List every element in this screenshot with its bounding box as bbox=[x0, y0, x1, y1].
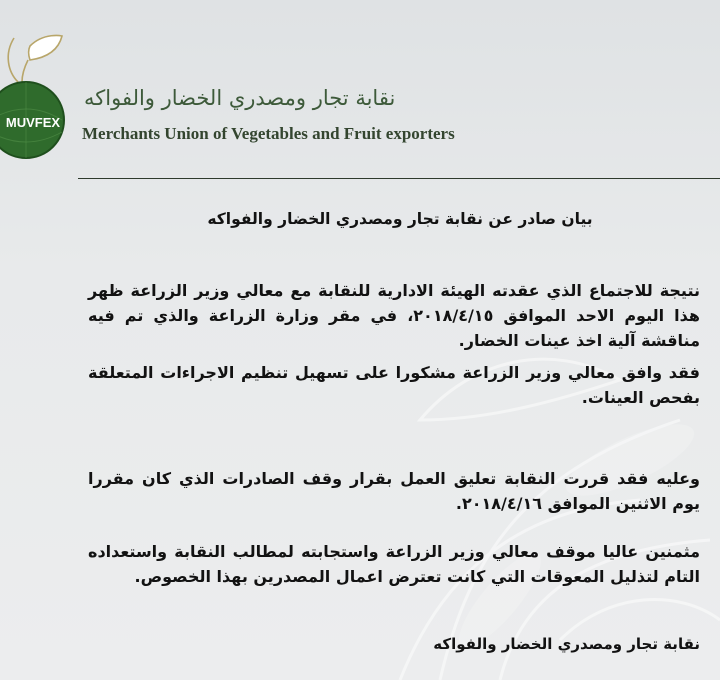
org-name-english: Merchants Union of Vegetables and Fruit exporters bbox=[82, 124, 455, 143]
document-title: بيان صادر عن نقابة تجار ومصدري الخضار والفواكه bbox=[207, 210, 593, 228]
logo-text: MUVFEX bbox=[5, 115, 61, 130]
paragraph-appreciation: مثمنين عاليا موقف معالي وزير الزراعة واستجابته لمطالب النقابة واستعداده التام لتذليل المعوقات التي كانت تعترض اعمال المصدرين بهذا الخصوص. bbox=[88, 542, 700, 586]
paragraph-decision: وعليه فقد قررت النقابة تعليق العمل بقرار وقف الصادرات الذي كان مقررا يوم الاثنين الموافق ٢٠١٨/٤/١٦. bbox=[88, 469, 700, 513]
union-logo-icon bbox=[0, 28, 80, 168]
paragraph-approval: فقد وافق معالي وزير الزراعة مشكورا على تسهيل تنظيم الاجراءات المتعلقة بفحص العينات. bbox=[88, 363, 700, 407]
signature: نقابة تجار ومصدري الخضار والفواكه bbox=[433, 635, 700, 653]
org-name-arabic: نقابة تجار ومصدري الخضار والفواكه bbox=[84, 86, 396, 110]
header-divider bbox=[78, 178, 720, 179]
paragraph-meeting: نتيجة للاجتماع الذي عقدته الهيئة الادارية للنقابة مع معالي وزير الزراعة ظهر هذا اليوم الاحد الموافق ٢٠١٨/٤/١٥، في مقر وزارة الزراعة والذي تم فيه مناقشة آلية اخذ عينات الخضار. bbox=[88, 281, 701, 350]
letterhead bbox=[0, 0, 720, 180]
